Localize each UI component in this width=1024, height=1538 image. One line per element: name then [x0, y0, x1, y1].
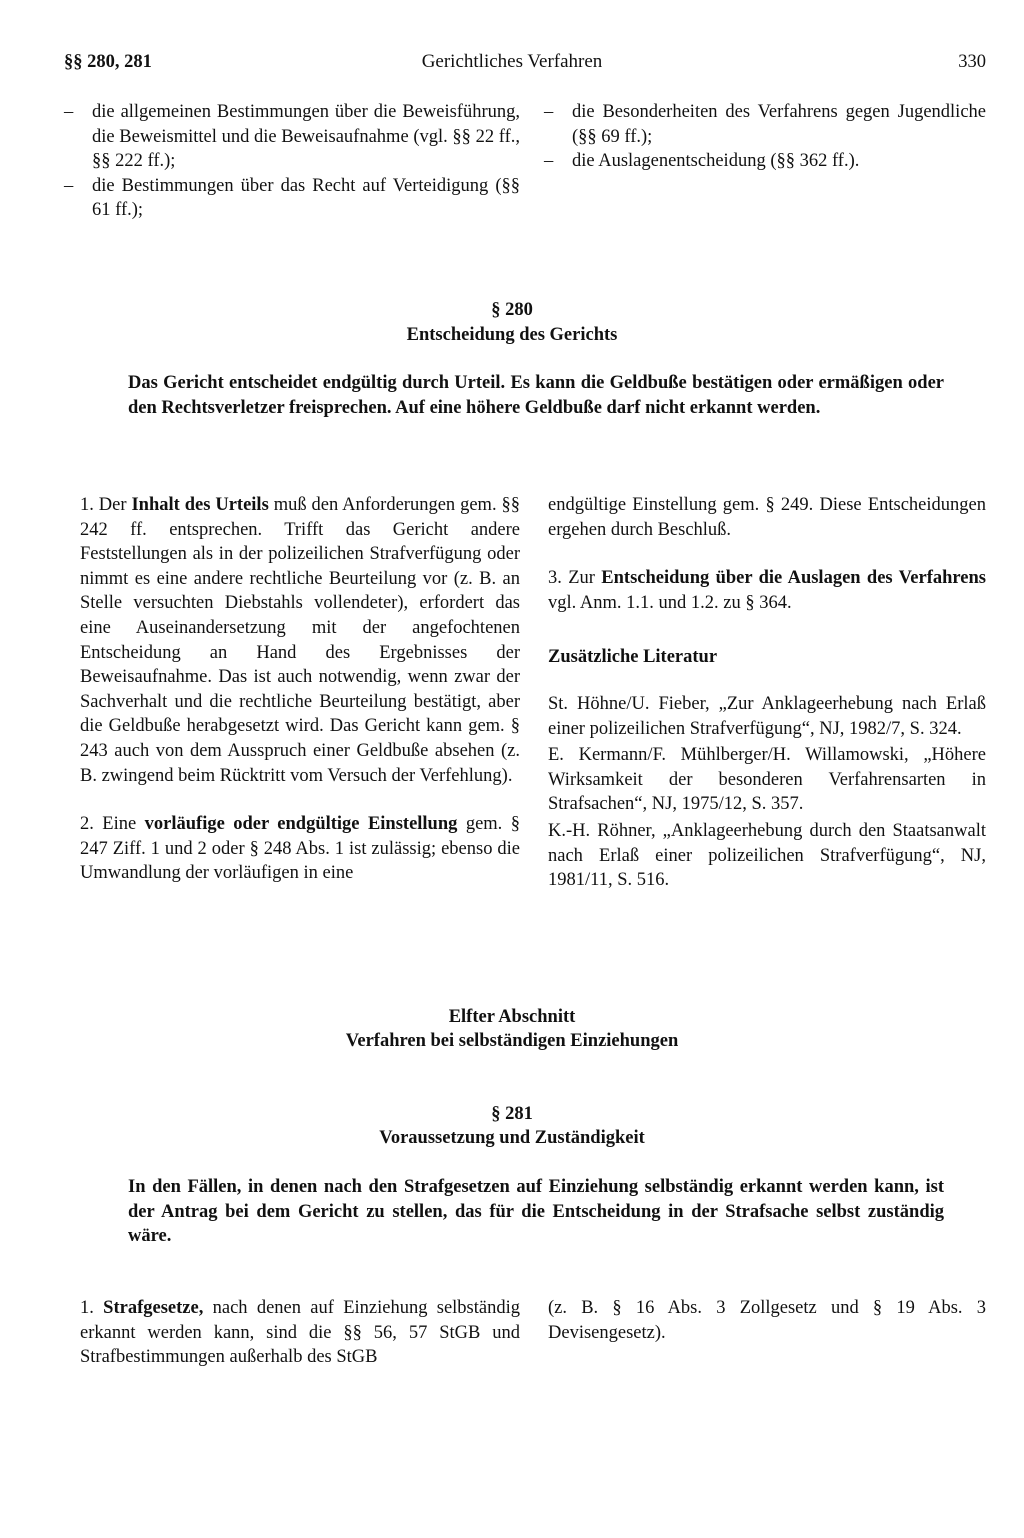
list-item: – die allgemeinen Bestimmungen über die Beweisführung, die Beweismittel und die Beweisaufnahme (vgl. §§ 22 ff., §§ 222 ff.); — [64, 102, 520, 172]
chapter-title: Verfahren bei selbständigen Einziehungen — [345, 1031, 679, 1051]
section-281-commentary-left — [80, 1296, 520, 1394]
annotation-1: 1. Strafgesetze, nach denen auf Einziehung selbständig erkannt werden kann, sind die §§ 56, 57 StGB und Strafbestimmungen außerhalb des StGB — [80, 1298, 520, 1368]
section-281-commentary-right — [548, 1296, 986, 1369]
list-item: – die Besonderheiten des Verfahrens gegen Jugendliche (§§ 69 ff.); — [544, 102, 986, 147]
section-281-title: Voraussetzung und Zuständigkeit — [379, 1128, 645, 1148]
section-280-number: § 280 — [491, 300, 533, 320]
literature-item: K.-H. Röhner, „Anklageerhebung durch den Staatsanwalt nach Erlaß einer polizeilichen Strafverfügung“, NJ, 1981/11, S. 516. — [548, 820, 986, 891]
annotation-1: 1. Der Inhalt des Urteils muß den Anforderungen gem. §§ 242 ff. entsprechen. Trifft das Gericht andere Feststellungen als in der polizeilichen Strafverfügung oder nimmt es eine andere rechtliche Beurteilung vor (z. B. an Stelle versuchten Diebstahls vollendeter), erfordert das eine Auseinandersetzung mit der angefochtenen Entscheidung an Hand des Ergebnisses der Beweisaufnahme. Das ist auch notwendig, wenn zwar der Sachverhalt und die rechtliche Beurteilung bestätigt, aber die Geldbuße herabgesetzt wird. Das Gericht kann gem. § 243 auch von dem Ausspruch einer Geldbuße absehen (z. B. zwingend beim Rücktritt vom Versuch der Verfehlung). — [80, 495, 520, 786]
list-item: – die Auslagenentscheidung (§§ 362 ff.). — [544, 151, 860, 172]
section-280-norm-text: Das Gericht entscheidet endgültig durch Urteil. Es kann die Geldbuße bestätigen oder ermäßigen oder den Rechtsverletzer freisprechen. Auf eine höhere Geldbuße darf nicht erkannt werden. — [128, 373, 944, 418]
literature-item: E. Kermann/F. Mühlberger/H. Willamowski, „Höhere Wirksamkeit der besonderen Verfahrensarten in Strafsachen“, NJ, 1975/12, S. 357. — [548, 745, 986, 815]
running-header-section-ref: §§ 280, 281 — [64, 52, 152, 72]
literature-item: St. Höhne/U. Fieber, „Zur Anklageerhebung nach Erlaß einer polizeilichen Strafverfügung“, NJ, 1982/7, S. 324. — [548, 693, 986, 739]
annotation-2-continuation: endgültige Einstellung gem. § 249. Diese Entscheidungen ergehen durch Beschluß. — [548, 495, 986, 540]
page-number: 330 — [958, 52, 986, 72]
section-280-title: Entscheidung des Gerichts — [406, 325, 618, 345]
section-280-commentary-right — [548, 493, 986, 895]
annotation-1-continuation: (z. B. § 16 Abs. 3 Zollgesetz und § 19 Abs. 3 Devisengesetz). — [548, 1298, 986, 1343]
annotation-3: 3. Zur Entscheidung über die Auslagen des Verfahrens vgl. Anm. 1.1. und 1.2. zu § 364. — [548, 568, 986, 613]
section-281-number: § 281 — [491, 1104, 533, 1124]
chapter-number: Elfter Abschnitt — [448, 1007, 576, 1027]
annotation-2: 2. Eine vorläufige oder endgültige Einstellung gem. § 247 Ziff. 1 und 2 oder § 248 Abs. 1 ist zulässig; ebenso die Umwandlung der vorläufigen in eine — [80, 814, 520, 884]
intro-list-left — [64, 100, 520, 223]
intro-list-right — [544, 100, 986, 174]
section-281-norm-text: In den Fällen, in denen nach den Strafgesetzen auf Einziehung selbständig erkannt werden kann, ist der Antrag bei dem Gericht zu stellen, das für die Entscheidung in der Strafsache selbst zuständig wäre. — [128, 1177, 944, 1247]
literature-heading: Zusätzliche Literatur — [548, 647, 718, 668]
running-header-title: Gerichtliches Verfahren — [421, 51, 603, 72]
list-item: – die Bestimmungen über das Recht auf Verteidigung (§§ 61 ff.); — [64, 175, 520, 221]
section-280-commentary-left — [80, 493, 520, 910]
